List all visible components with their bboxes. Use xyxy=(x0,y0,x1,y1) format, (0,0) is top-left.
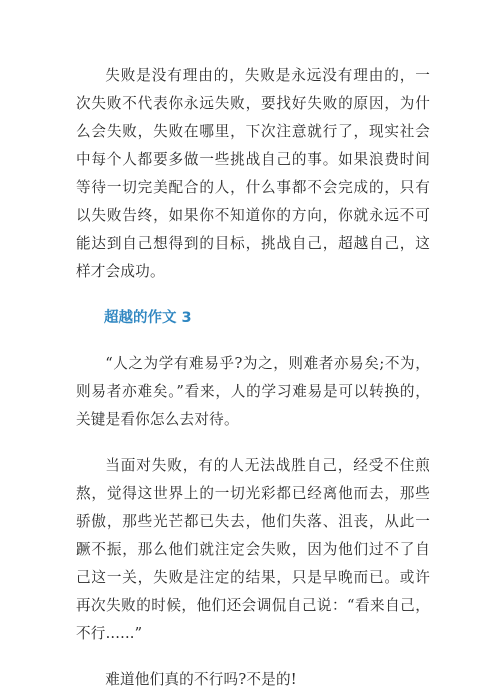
paragraph-facing-failure: 当面对失败，有的人无法战胜自己，经受不住煎熬，觉得这世界上的一切光彩都已经离他而去，那些骄傲，那些光芒都已失去，他们失落、沮丧，从此一蹶不振，那么他们就注定会失败，因为他们过不了自己这一关，失败是注定的结果，只是早晚而已。或许再次失败的时候，他们还会调侃自己说：“看来自己，不行......” xyxy=(76,457,430,642)
section-heading: 超越的作文 3 xyxy=(104,310,192,326)
paragraph-failure: 失败是没有理由的，失败是永远没有理由的，一次失败不代表你永远失败，要找好失败的原因，为什么会失败，失败在哪里，下次注意就行了，现实社会中每个人都要多做一些挑战自己的事。如果浪费时间等待一切完美配合的人，什么事都不会完成的，只有以失败告终，如果你不知道你的方向，你就永远不可能达到自己想得到的目标，挑战自己，超越自己，这样才会成功。 xyxy=(76,67,430,280)
paragraph-question: 难道他们真的不行吗?不是的! xyxy=(105,671,297,688)
paragraph-quote: “人之为学有难易乎?为之，则难者亦易矣;不为，则易者亦难矣。”看来，人的学习难易是可以转换的，关键是看你怎么去对待。 xyxy=(76,355,430,428)
